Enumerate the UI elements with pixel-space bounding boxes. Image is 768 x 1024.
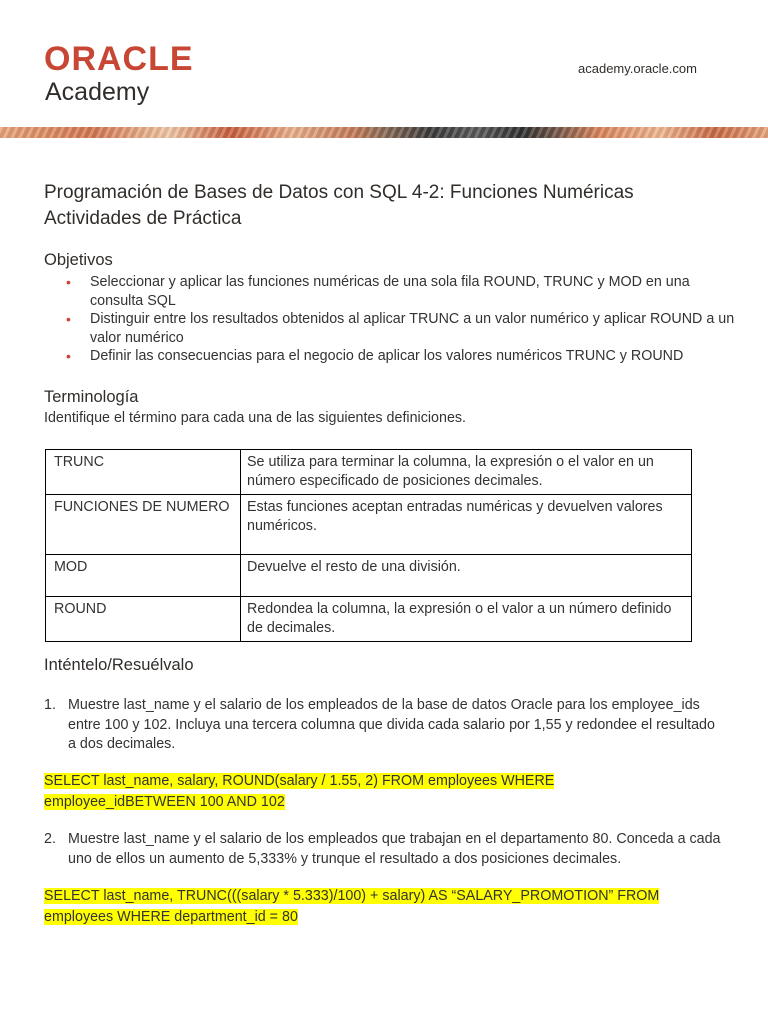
definition-cell: Redondea la columna, la expresión o el valor a un número definido de decimales. (241, 597, 692, 642)
question-2 (44, 830, 724, 869)
bullet-icon: • (66, 311, 71, 327)
answer-line: SELECT last_name, salary, ROUND(salary / 1.55, 2) FROM employees WHERE (44, 773, 555, 789)
definition-cell: Estas funciones aceptan entradas numéricas y devuelven valores numéricos. (241, 495, 692, 555)
academy-logo-text: Academy (45, 78, 150, 106)
question-number: 2. (44, 831, 56, 847)
term-cell: FUNCIONES DE NUMERO (46, 495, 241, 555)
site-url: academy.oracle.com (578, 61, 697, 76)
term-cell: TRUNC (46, 450, 241, 495)
answer-line: employees WHERE department_id = 80 (44, 908, 298, 925)
table-row (46, 450, 692, 495)
answer-line: SELECT last_name, TRUNC(((salary * 5.333)/100) + salary) AS “SALARY_PROMOTION” FROM (44, 888, 660, 904)
terminology-heading: Terminología (44, 388, 139, 406)
objectives-list (66, 273, 736, 366)
page-title (44, 180, 724, 232)
answer-1 (44, 771, 734, 812)
title-line-2: Actividades de Práctica (44, 208, 242, 229)
definition-cell: Se utiliza para terminar la columna, la expresión o el valor en un número especificado de posiciones decimales. (241, 450, 692, 495)
title-line-1: Programación de Bases de Datos con SQL 4-2: Funciones Numéricas (44, 182, 634, 203)
list-item: • Definir las consecuencias para el negocio de aplicar los valores numéricos TRUNC y ROUND (66, 348, 684, 364)
question-text: Muestre last_name y el salario de los empleados de la base de datos Oracle para los employee_ids entre 100 y 102. Incluya una tercera columna que divida cada salario por 1,55 y redondee el resultado a dos decimales. (68, 697, 715, 752)
oracle-logo: ORACLE (44, 40, 194, 78)
bullet-icon: • (66, 274, 71, 290)
question-1 (44, 696, 724, 755)
objectives-heading: Objetivos (44, 251, 113, 269)
term-cell: ROUND (46, 597, 241, 642)
practice-heading: Inténtelo/Resuélvalo (44, 656, 194, 674)
question-number: 1. (44, 697, 56, 713)
terminology-table (45, 449, 692, 642)
bullet-icon: • (66, 348, 71, 364)
table-row (46, 495, 692, 555)
answer-2 (44, 886, 734, 927)
table-row (46, 597, 692, 642)
definition-cell: Devuelve el resto de una división. (241, 555, 692, 597)
list-item: • Distinguir entre los resultados obtenidos al aplicar TRUNC a un valor numérico y aplicar ROUND a un valor numérico (66, 311, 735, 346)
decorative-banner (0, 127, 768, 138)
table-row (46, 555, 692, 597)
list-item: • Seleccionar y aplicar las funciones numéricas de una sola fila ROUND, TRUNC y MOD en una consulta SQL (66, 274, 690, 309)
answer-line: employee_idBETWEEN 100 AND 102 (44, 793, 285, 810)
term-cell: MOD (46, 555, 241, 597)
terminology-intro: Identifique el término para cada una de las siguientes definiciones. (44, 410, 467, 426)
question-text: Muestre last_name y el salario de los empleados que trabajan en el departamento 80. Conceda a cada uno de ellos un aumento de 5,333% y trunque el resultado a dos posiciones decimales. (68, 831, 721, 867)
